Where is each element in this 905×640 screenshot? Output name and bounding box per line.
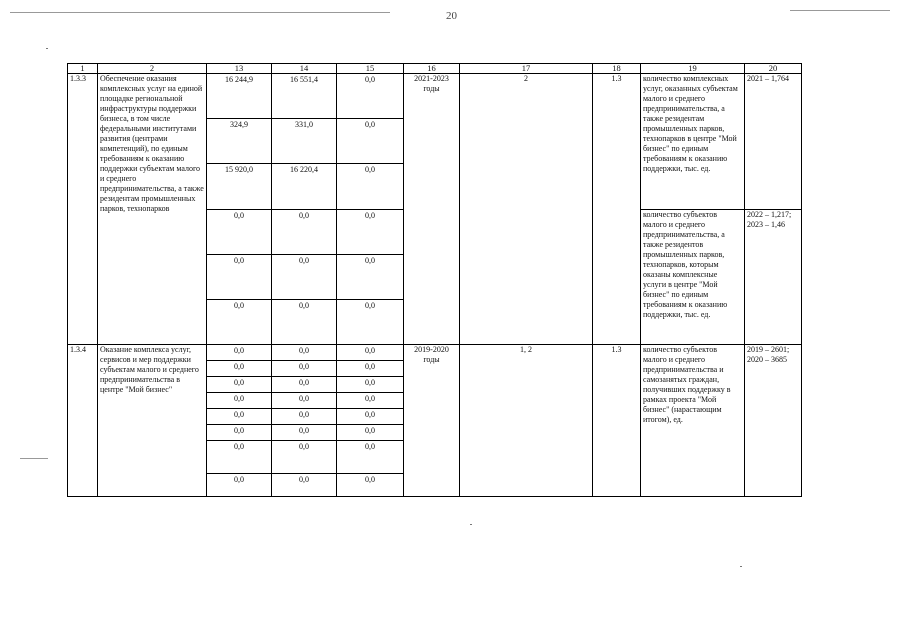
program-table — [67, 63, 802, 497]
value-cell: 0,0 — [272, 441, 337, 474]
value-cell: 0,0 — [272, 425, 337, 441]
value-cell: 0,0 — [272, 345, 337, 361]
scan-artifact-speck — [46, 48, 48, 49]
header-row — [68, 64, 802, 74]
value-cell: 16 244,9 — [207, 74, 272, 119]
col17-cell: 2 — [460, 74, 593, 345]
target-cell: 2022 – 1,217; 2023 – 1,46 — [745, 210, 802, 345]
scan-artifact-speck — [470, 524, 472, 525]
value-cell: 0,0 — [207, 425, 272, 441]
scan-artifact-line — [10, 12, 390, 13]
value-cell: 0,0 — [337, 474, 404, 497]
scan-artifact-line — [790, 10, 890, 11]
scan-artifact-speck — [740, 566, 742, 567]
header-cell: 1 — [68, 64, 98, 74]
row-name: Оказание комплекса услуг, сервисов и мер поддержки субъектам малого и среднего предпринимательства в центре "Мой бизнес" — [98, 345, 207, 497]
value-cell: 0,0 — [207, 377, 272, 393]
table-row — [68, 74, 802, 119]
header-cell: 20 — [745, 64, 802, 74]
header-cell: 13 — [207, 64, 272, 74]
value-cell: 0,0 — [337, 300, 404, 345]
col18-cell: 1.3 — [593, 74, 641, 345]
value-cell: 0,0 — [337, 361, 404, 377]
value-cell: 0,0 — [337, 210, 404, 255]
header-cell: 19 — [641, 64, 745, 74]
value-cell: 0,0 — [337, 119, 404, 164]
value-cell: 0,0 — [207, 474, 272, 497]
value-cell: 0,0 — [272, 210, 337, 255]
value-cell: 0,0 — [207, 255, 272, 300]
value-cell: 0,0 — [207, 361, 272, 377]
value-cell: 331,0 — [272, 119, 337, 164]
indicator-cell: количество субъектов малого и среднего предпринимательства, а также резидентов промышленных парков, технопарков, которым оказаны комплексные услуги в центре "Мой бизнес" по единым требованиям к оказанию поддержки, тыс. ед. — [641, 210, 745, 345]
value-cell: 0,0 — [337, 409, 404, 425]
value-cell: 0,0 — [207, 393, 272, 409]
col18-cell: 1.3 — [593, 345, 641, 497]
value-cell: 0,0 — [207, 300, 272, 345]
target-cell: 2021 – 1,764 — [745, 74, 802, 210]
scan-artifact-line — [20, 458, 48, 459]
value-cell: 0,0 — [337, 441, 404, 474]
value-cell: 0,0 — [272, 393, 337, 409]
table-row — [68, 345, 802, 361]
row-code: 1.3.3 — [68, 74, 98, 345]
value-cell: 0,0 — [337, 164, 404, 210]
header-cell: 14 — [272, 64, 337, 74]
value-cell: 0,0 — [272, 361, 337, 377]
value-cell: 0,0 — [207, 210, 272, 255]
value-cell: 0,0 — [272, 409, 337, 425]
value-cell: 16 551,4 — [272, 74, 337, 119]
header-cell: 17 — [460, 64, 593, 74]
value-cell: 0,0 — [337, 255, 404, 300]
header-cell: 18 — [593, 64, 641, 74]
value-cell: 0,0 — [272, 474, 337, 497]
row-code: 1.3.4 — [68, 345, 98, 497]
value-cell: 15 920,0 — [207, 164, 272, 210]
value-cell: 0,0 — [337, 345, 404, 361]
value-cell: 0,0 — [272, 377, 337, 393]
page-number: 20 — [446, 10, 457, 22]
row-name: Обеспечение оказания комплексных услуг на единой площадке региональной инфраструктуры поддержки бизнеса, в том числе федеральными институтами развития (центрами компетенций), по единым требованиям к оказанию поддержки субъектам малого и среднего предпринимательства, а также резидентам промышленных парков, технопарков — [98, 74, 207, 345]
value-cell: 0,0 — [337, 425, 404, 441]
value-cell: 0,0 — [337, 74, 404, 119]
value-cell: 0,0 — [272, 300, 337, 345]
value-cell: 0,0 — [337, 377, 404, 393]
indicator-cell: количество комплексных услуг, оказанных субъектам малого и среднего предпринимательства, а также резидентам промышленных парков, технопарков в центре "Мой бизнес" по единым требованиям к оказанию поддержки, тыс. ед. — [641, 74, 745, 210]
col17-cell: 1, 2 — [460, 345, 593, 497]
period-cell: 2019-2020 годы — [404, 345, 460, 497]
header-cell: 15 — [337, 64, 404, 74]
period-cell: 2021-2023 годы — [404, 74, 460, 345]
target-cell: 2019 – 2601; 2020 – 3685 — [745, 345, 802, 497]
indicator-cell: количество субъектов малого и среднего предпринимательства и самозанятых граждан, получивших поддержку в рамках проекта "Мой бизнес" (нарастающим итогом), ед. — [641, 345, 745, 497]
value-cell: 16 220,4 — [272, 164, 337, 210]
value-cell: 0,0 — [337, 393, 404, 409]
value-cell: 0,0 — [207, 409, 272, 425]
value-cell: 0,0 — [207, 441, 272, 474]
value-cell: 324,9 — [207, 119, 272, 164]
header-cell: 2 — [98, 64, 207, 74]
value-cell: 0,0 — [207, 345, 272, 361]
header-cell: 16 — [404, 64, 460, 74]
value-cell: 0,0 — [272, 255, 337, 300]
